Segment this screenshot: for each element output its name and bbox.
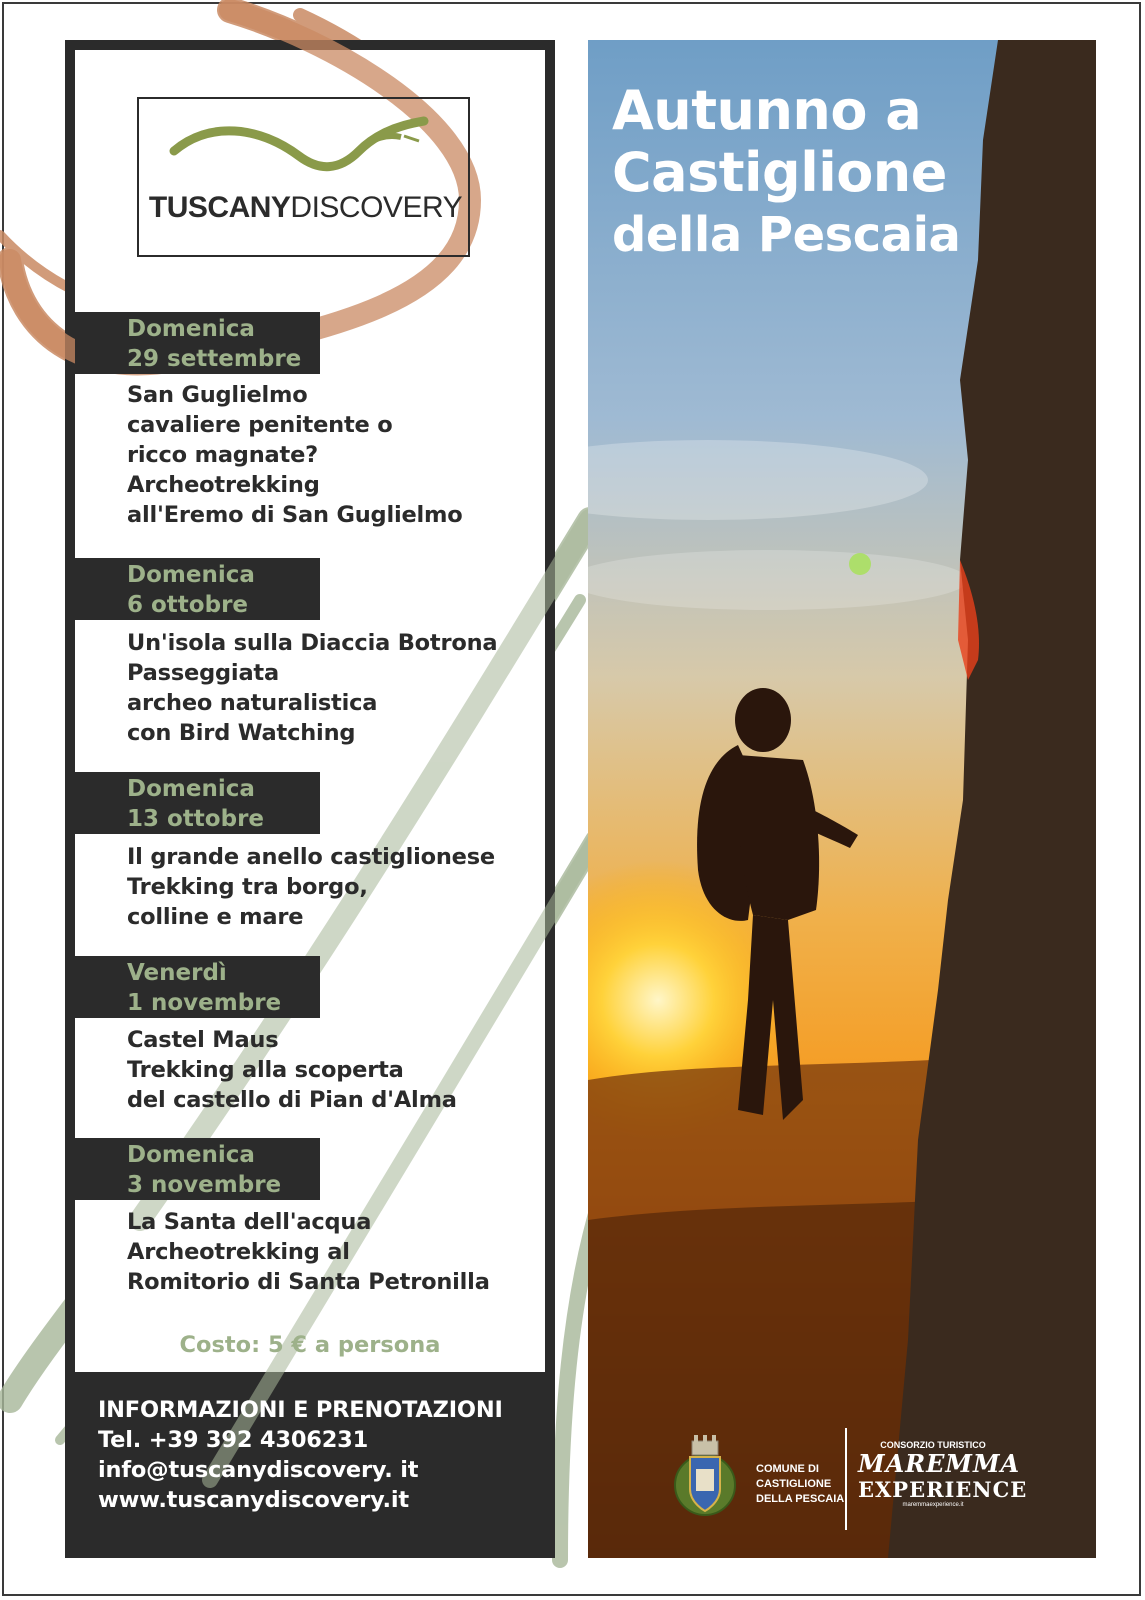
event-day: Domenica xyxy=(127,1142,255,1168)
event-description-5 xyxy=(127,1207,537,1297)
date-tab-4 xyxy=(75,956,320,1018)
event-line: ricco magnate? xyxy=(127,442,318,468)
event-date: 13 ottobre xyxy=(127,806,265,832)
tuscany-discovery-logo xyxy=(137,97,470,257)
comune-label xyxy=(756,1462,844,1507)
headline-line-3: della Pescaia xyxy=(612,207,961,263)
event-line: Romitorio di Santa Petronilla xyxy=(127,1269,490,1295)
event-line: colline e mare xyxy=(127,904,304,930)
event-line: Archeotrekking xyxy=(127,472,320,498)
event-line: La Santa dell'acqua xyxy=(127,1209,372,1235)
event-day: Venerdì xyxy=(127,960,227,986)
event-description-4 xyxy=(127,1025,537,1115)
event-line: con Bird Watching xyxy=(127,720,356,746)
event-line: Trekking tra borgo, xyxy=(127,874,368,900)
info-phone[interactable]: Tel. +39 392 4306231 xyxy=(98,1427,369,1453)
event-date: 3 novembre xyxy=(127,1172,282,1198)
info-title: INFORMAZIONI E PRENOTAZIONI xyxy=(98,1397,503,1423)
maremma-bot: EXPERIENCE xyxy=(858,1477,1028,1502)
logo-brand-bold: TUSCANY xyxy=(148,191,291,224)
lens-flare xyxy=(849,553,871,575)
maremma-mid: MAREMMA xyxy=(858,1449,1021,1478)
event-line: Il grande anello castiglionese xyxy=(127,844,495,870)
photo-illustration xyxy=(588,40,1096,1558)
event-line: cavaliere penitente o xyxy=(127,412,393,438)
logo-wordmark xyxy=(139,191,472,225)
event-line: Trekking alla scoperta xyxy=(127,1057,404,1083)
comune-line-3: DELLA PESCAIA xyxy=(756,1493,845,1505)
comune-coat-of-arms-icon xyxy=(672,1427,738,1523)
event-day: Domenica xyxy=(127,776,255,802)
event-date: 29 settembre xyxy=(127,346,302,372)
event-day: Domenica xyxy=(127,316,255,342)
event-date: 6 ottobre xyxy=(127,592,249,618)
date-tab-1 xyxy=(75,312,320,374)
sponsor-divider xyxy=(845,1428,847,1530)
event-line: del castello di Pian d'Alma xyxy=(127,1087,457,1113)
cost-label: Costo: 5 € a persona xyxy=(179,1332,441,1358)
comune-line-2: CASTIGLIONE xyxy=(756,1478,832,1490)
event-date: 1 novembre xyxy=(127,990,282,1016)
event-description-1 xyxy=(127,380,537,530)
date-tab-3 xyxy=(75,772,320,834)
event-line: Passeggiata xyxy=(127,660,279,686)
sunset-hiker-photo xyxy=(588,40,1096,1558)
info-block xyxy=(98,1395,503,1515)
logo-brand-light: DISCOVERY xyxy=(290,191,463,224)
event-line: Castel Maus xyxy=(127,1027,279,1053)
event-line: Archeotrekking al xyxy=(127,1239,350,1265)
event-line: archeo naturalistica xyxy=(127,690,378,716)
info-website[interactable]: www.tuscanydiscovery.it xyxy=(98,1487,409,1513)
event-line: Un'isola sulla Diaccia Botrona xyxy=(127,630,498,656)
maremma-experience-logo xyxy=(858,1440,1028,1508)
event-line: San Guglielmo xyxy=(127,382,308,408)
comune-line-1: COMUNE DI xyxy=(756,1463,819,1475)
event-description-3 xyxy=(127,842,537,932)
maremma-top: CONSORZIO TURISTICO xyxy=(880,1440,986,1450)
headline xyxy=(612,80,960,266)
bird-logo-icon xyxy=(169,111,439,191)
date-tab-5 xyxy=(75,1138,320,1200)
event-description-2 xyxy=(127,628,537,748)
maremma-url: maremmaexperience.it xyxy=(902,1502,964,1508)
date-tab-2 xyxy=(75,558,320,620)
info-email[interactable]: info@tuscanydiscovery. it xyxy=(98,1457,419,1483)
headline-line-1: Autunno a xyxy=(612,79,922,142)
event-line: all'Eremo di San Guglielmo xyxy=(127,502,463,528)
headline-line-2: Castiglione xyxy=(612,141,947,204)
event-day: Domenica xyxy=(127,562,255,588)
